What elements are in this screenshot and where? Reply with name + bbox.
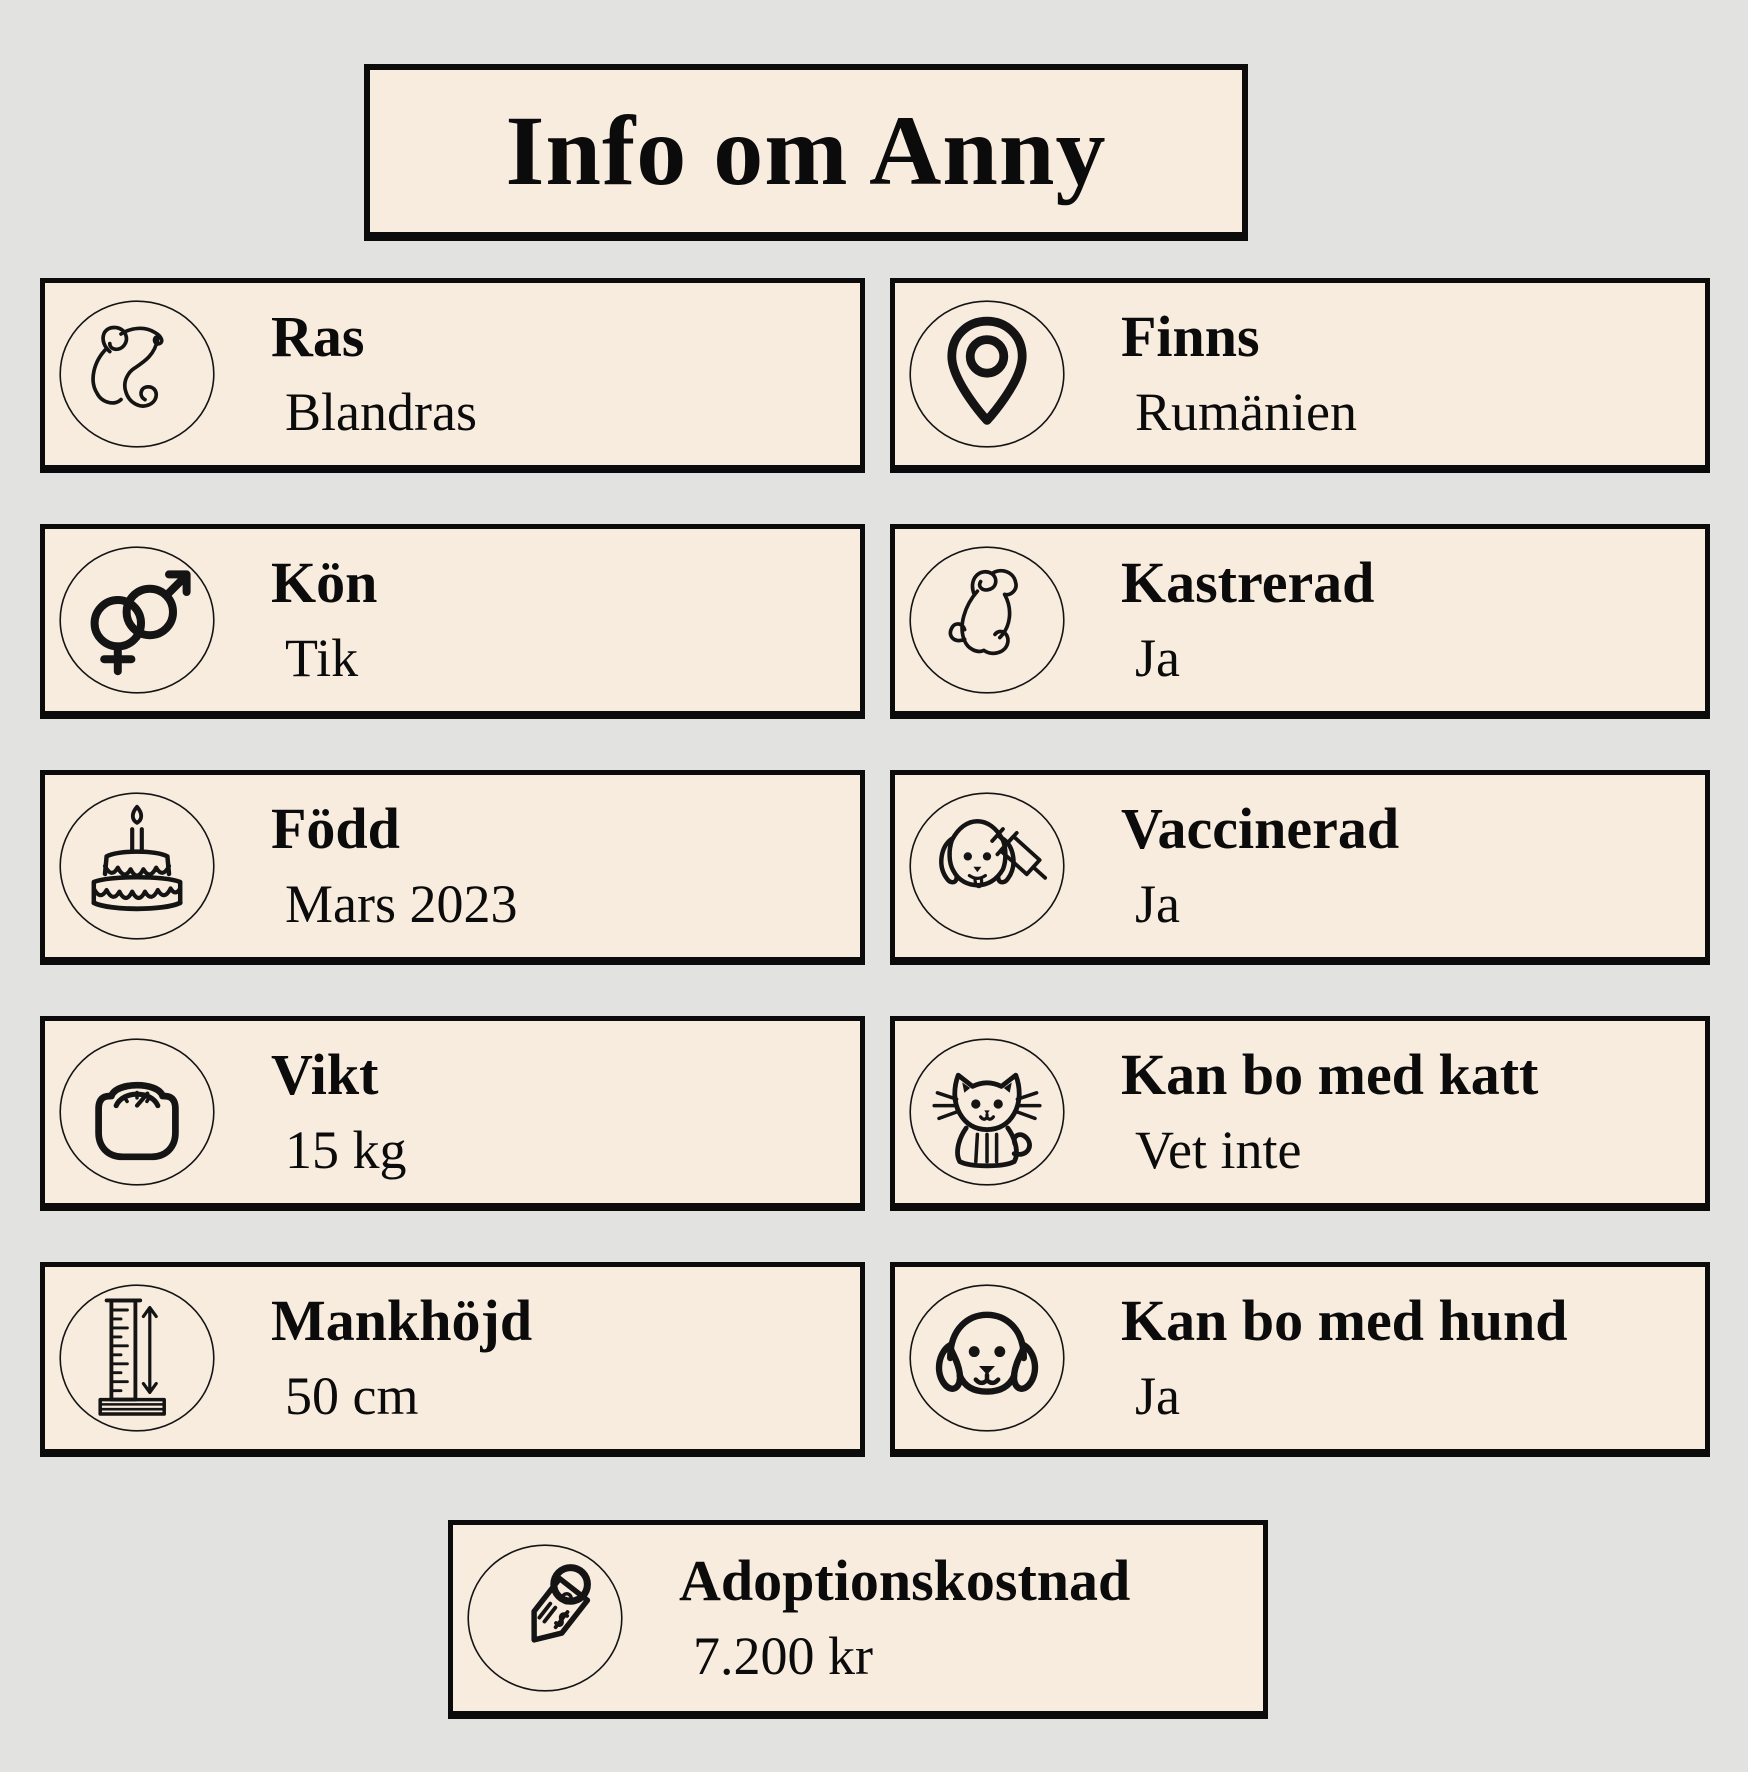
title-box bbox=[364, 64, 1248, 238]
card-label: Kön bbox=[271, 550, 378, 616]
dog-syringe-icon bbox=[907, 786, 1067, 946]
info-card-mankhojd bbox=[40, 1262, 865, 1454]
card-value: Blandras bbox=[285, 382, 477, 443]
card-label: Ras bbox=[271, 304, 365, 370]
card-value: Mars 2023 bbox=[285, 874, 518, 935]
dog-sitting-line-icon bbox=[907, 540, 1067, 700]
info-card-kan-bo-med-hund bbox=[890, 1262, 1710, 1454]
card-label: Vikt bbox=[271, 1042, 379, 1108]
height-ruler-icon bbox=[57, 1278, 217, 1438]
info-card-kastrerad bbox=[890, 524, 1710, 716]
card-value: Ja bbox=[1135, 874, 1180, 935]
card-label: Kan bo med hund bbox=[1121, 1288, 1568, 1354]
card-value: Ja bbox=[1135, 628, 1180, 689]
card-label: Finns bbox=[1121, 304, 1260, 370]
info-card-fodd bbox=[40, 770, 865, 962]
price-tag-icon bbox=[465, 1538, 625, 1698]
card-label: Vaccinerad bbox=[1121, 796, 1400, 862]
puppy-face-icon bbox=[907, 1278, 1067, 1438]
card-value: 50 cm bbox=[285, 1366, 419, 1427]
location-pin-icon bbox=[907, 294, 1067, 454]
card-label: Född bbox=[271, 796, 400, 862]
cat-icon bbox=[907, 1032, 1067, 1192]
card-value: Tik bbox=[285, 628, 359, 689]
weight-scale-icon bbox=[57, 1032, 217, 1192]
card-value: Ja bbox=[1135, 1366, 1180, 1427]
info-card-vaccinerad bbox=[890, 770, 1710, 962]
info-card-vikt bbox=[40, 1016, 865, 1208]
card-value: Rumänien bbox=[1135, 382, 1357, 443]
info-card-grid bbox=[40, 278, 1710, 1454]
page-title: Info om Anny bbox=[505, 95, 1107, 206]
info-card-ras bbox=[40, 278, 865, 470]
info-card-kan-bo-med-katt bbox=[890, 1016, 1710, 1208]
card-label: Mankhöjd bbox=[271, 1288, 533, 1354]
card-value: Vet inte bbox=[1135, 1120, 1302, 1181]
info-card-kon bbox=[40, 524, 865, 716]
card-value: 7.200 kr bbox=[693, 1626, 873, 1687]
card-label: Kastrerad bbox=[1121, 550, 1375, 616]
card-label: Adoptionskostnad bbox=[679, 1548, 1131, 1614]
birthday-cake-icon bbox=[57, 786, 217, 946]
dog-line-art-icon bbox=[57, 294, 217, 454]
info-card-finns bbox=[890, 278, 1710, 470]
info-card-adoptionskostnad bbox=[448, 1520, 1268, 1716]
card-label: Kan bo med katt bbox=[1121, 1042, 1539, 1108]
gender-symbols-icon bbox=[57, 540, 217, 700]
card-value: 15 kg bbox=[285, 1120, 407, 1181]
